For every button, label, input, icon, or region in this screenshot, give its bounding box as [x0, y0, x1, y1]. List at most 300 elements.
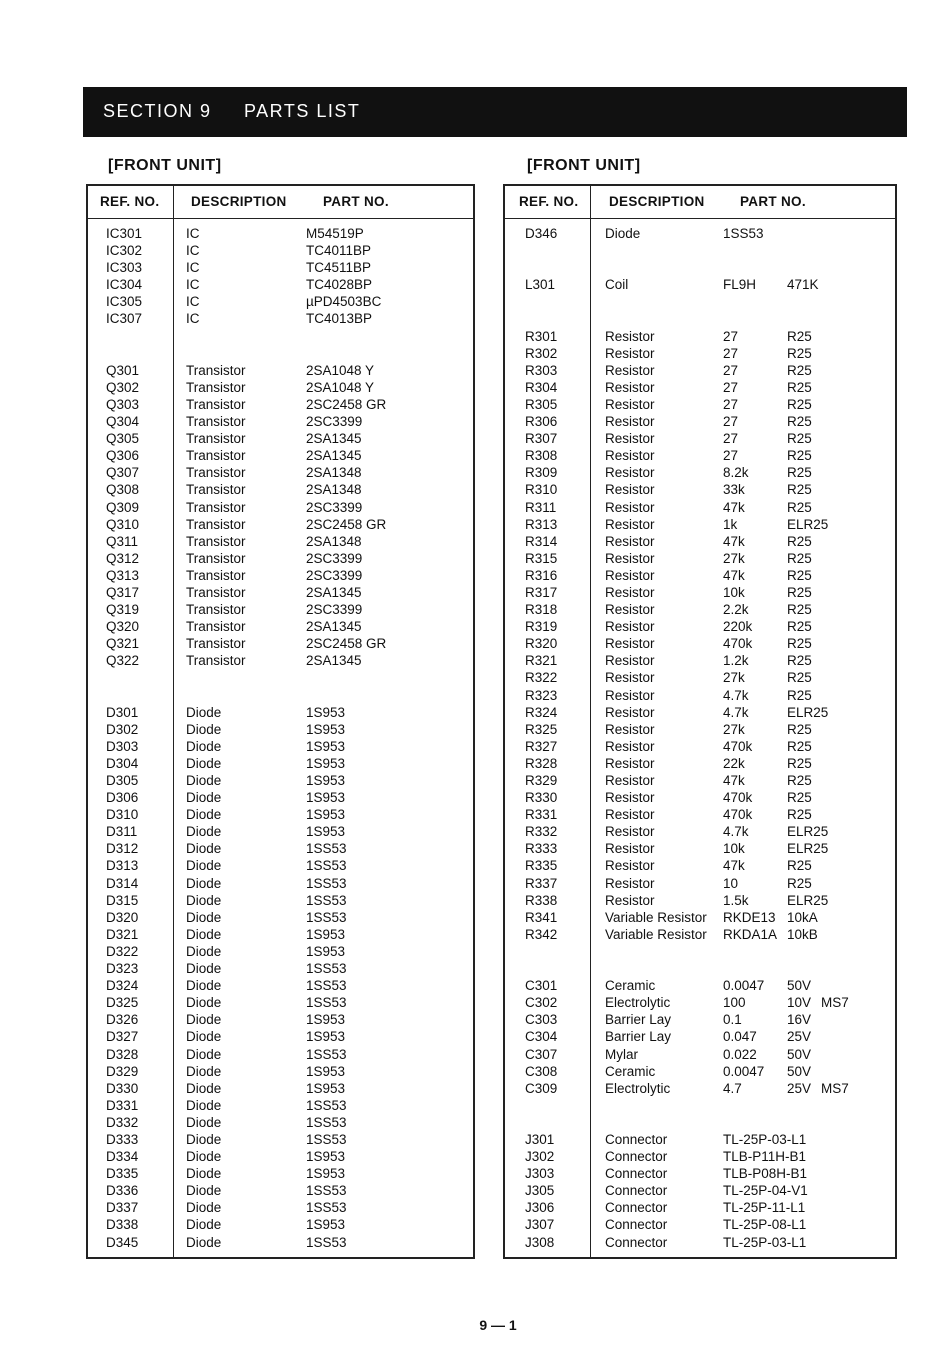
part-no: 10k [723, 841, 745, 857]
parts-row [88, 465, 473, 482]
part-no: 1S953 [306, 824, 346, 840]
description: IC [186, 226, 200, 241]
description: Connector [605, 1234, 668, 1250]
description: Diode [186, 1166, 222, 1182]
ref-no: IC302 [106, 243, 143, 259]
description: Connector [605, 1149, 668, 1165]
parts-row [88, 790, 473, 807]
part-no: 27 [723, 448, 739, 464]
part-no: 2SA1348 [306, 533, 362, 549]
ref-no: Q310 [106, 516, 140, 532]
ref-no: R308 [525, 448, 558, 464]
ref-no: Q304 [106, 414, 140, 430]
description: Resistor [605, 465, 655, 481]
parts-row [88, 978, 473, 995]
parts-row [505, 602, 895, 619]
description: IC [186, 260, 200, 276]
part-no: 1SS53 [306, 1131, 347, 1147]
description: Resistor [605, 482, 655, 498]
description: Electrolytic [605, 995, 671, 1011]
part-no: 4.7k [723, 824, 749, 840]
rating: R25 [787, 807, 812, 823]
description: Diode [186, 1063, 222, 1079]
parts-row [505, 585, 895, 602]
description: Resistor [605, 602, 655, 618]
rating: R25 [787, 499, 812, 515]
description: Ceramic [605, 1063, 656, 1079]
parts-row [505, 756, 895, 773]
rating: ELR25 [787, 841, 829, 857]
description: Resistor [605, 584, 655, 600]
ref-no: D305 [106, 773, 139, 788]
description: Diode [186, 909, 222, 925]
parts-row [505, 465, 895, 482]
ref-no: J305 [525, 1183, 555, 1199]
description: Resistor [605, 328, 655, 344]
description: Diode [186, 978, 222, 994]
description: Transistor [186, 619, 246, 635]
ref-no: C301 [525, 978, 558, 994]
part-no: 0.022 [723, 1046, 757, 1062]
parts-row [88, 243, 473, 260]
ref-no: D311 [106, 824, 138, 840]
ref-no: D328 [106, 1046, 139, 1062]
part-no: 47k [723, 499, 745, 515]
description: Resistor [605, 516, 655, 532]
ref-no: R306 [525, 414, 558, 430]
part-no: TLB-P11H-B1 [723, 1149, 807, 1165]
part-no: 2SA1048 Y [306, 362, 375, 378]
description: Resistor [605, 396, 655, 412]
left-header-desc: DESCRIPTION [191, 194, 287, 209]
ref-no: J307 [525, 1217, 555, 1233]
part-no: 1S953 [306, 807, 346, 823]
description: Transistor [186, 499, 246, 515]
parts-row [88, 876, 473, 893]
ref-no: D336 [106, 1183, 139, 1199]
rating: R25 [787, 721, 812, 737]
description: Diode [186, 704, 222, 720]
part-no: 1SS53 [306, 1046, 347, 1062]
part-no: 27 [723, 396, 739, 412]
part-no: TL-25P-04-V1 [723, 1183, 808, 1199]
ref-no: R335 [525, 858, 558, 874]
part-no: 1k [723, 516, 738, 532]
parts-row [505, 500, 895, 517]
description: IC [186, 311, 200, 327]
rating: ELR25 [787, 892, 829, 908]
parts-row [88, 380, 473, 397]
description: Diode [186, 943, 222, 959]
parts-row [88, 226, 473, 243]
description: Resistor [605, 773, 655, 788]
ref-no: R341 [525, 909, 558, 925]
parts-row [88, 346, 473, 363]
parts-row [88, 1235, 473, 1252]
parts-row [505, 841, 895, 858]
right-column-title: [FRONT UNIT] [527, 157, 641, 174]
parts-row [88, 1064, 473, 1081]
parts-row [505, 739, 895, 756]
page-number: 9 — 1 [479, 1317, 517, 1333]
rating: 16V [787, 1012, 812, 1028]
parts-row [88, 517, 473, 534]
description: Resistor [605, 499, 655, 515]
part-no: 2SA1345 [306, 448, 362, 464]
description: Diode [186, 858, 222, 874]
rating: 25V [787, 1080, 812, 1096]
ref-no: R321 [525, 653, 558, 669]
ref-no: R327 [525, 738, 558, 754]
ref-no: Q311 [106, 533, 139, 549]
parts-row [505, 1217, 895, 1234]
ref-no: C308 [525, 1063, 558, 1079]
rating: R25 [787, 448, 812, 464]
description: Diode [186, 1114, 222, 1130]
rating: 50V [787, 978, 812, 994]
ref-no: Q320 [106, 619, 140, 635]
ref-no: Q322 [106, 653, 140, 669]
rating: R25 [787, 584, 812, 600]
ref-no: D329 [106, 1063, 139, 1079]
parts-row [505, 1064, 895, 1081]
parts-row [88, 277, 473, 294]
description: Transistor [186, 448, 246, 464]
ref-no: IC304 [106, 277, 143, 293]
parts-row [88, 705, 473, 722]
ref-no: R325 [525, 721, 558, 737]
parts-row [505, 517, 895, 534]
part-no: 1SS53 [306, 841, 347, 857]
ref-no: R303 [525, 362, 558, 378]
description: Resistor [605, 533, 655, 549]
rating: R25 [787, 875, 812, 891]
parts-row [88, 534, 473, 551]
rating: R25 [787, 465, 812, 481]
parts-row [88, 431, 473, 448]
part-no: 1S953 [306, 1063, 346, 1079]
description: IC [186, 277, 200, 293]
ref-no: Q301 [106, 362, 140, 378]
part-no: 2SC3399 [306, 602, 363, 618]
part-no: 27 [723, 379, 739, 395]
description: Resistor [605, 721, 655, 737]
rating: 10kB [787, 926, 818, 942]
part-no: 2SA1048 Y [306, 379, 375, 395]
parts-row [88, 961, 473, 978]
ref-no: J302 [525, 1149, 555, 1165]
rating: R25 [787, 738, 812, 754]
left-header-part: PART NO. [323, 194, 389, 209]
part-no: 1S953 [306, 1149, 346, 1165]
rating: R25 [787, 670, 812, 686]
part-no: 2.2k [723, 602, 749, 618]
description: Connector [605, 1200, 668, 1216]
parts-row [88, 1149, 473, 1166]
part-no: 47k [723, 533, 745, 549]
description: Resistor [605, 619, 655, 635]
part-no: 2SC2458 GR [306, 516, 387, 532]
ref-no: IC301 [106, 226, 143, 241]
parts-row [88, 397, 473, 414]
rating: 10kA [787, 909, 818, 925]
part-no: RKDE13 [723, 909, 776, 925]
description: Diode [186, 1200, 222, 1216]
rating: R25 [787, 773, 812, 788]
parts-row [88, 893, 473, 910]
rating: R25 [787, 345, 812, 361]
description: Resistor [605, 670, 655, 686]
rating: ELR25 [787, 516, 829, 532]
part-no: 1S953 [306, 755, 346, 771]
rating: R25 [787, 431, 812, 447]
part-no: 2SC3399 [306, 414, 363, 430]
description: IC [186, 243, 200, 259]
part-no: 47k [723, 567, 745, 583]
left-header-rule [88, 218, 473, 219]
description: Coil [605, 277, 629, 293]
part-no: 8.2k [723, 465, 749, 481]
ref-no: J306 [525, 1200, 555, 1216]
parts-row [505, 1235, 895, 1252]
parts-row [505, 1132, 895, 1149]
parts-row [505, 260, 895, 277]
part-no: 10k [723, 584, 745, 600]
parts-row [88, 448, 473, 465]
description: Resistor [605, 345, 655, 361]
parts-row [505, 619, 895, 636]
description: Diode [186, 1080, 222, 1096]
part-no: 1.5k [723, 892, 749, 908]
ref-no: D338 [106, 1217, 139, 1233]
description: Diode [186, 824, 222, 840]
parts-row [88, 294, 473, 311]
part-no: TC4028BP [306, 277, 373, 293]
part-no: M54519P [306, 226, 364, 241]
ref-no: D330 [106, 1080, 139, 1096]
parts-row [505, 910, 895, 927]
ref-no: R337 [525, 875, 558, 891]
part-no: 1SS53 [306, 995, 347, 1011]
rating: R25 [787, 550, 812, 566]
part-no: 1SS53 [306, 1183, 347, 1199]
ref-no: D303 [106, 738, 139, 754]
ref-no: D325 [106, 995, 139, 1011]
description: Variable Resistor [605, 909, 707, 925]
rating: R25 [787, 362, 812, 378]
ref-no: Q312 [106, 550, 140, 566]
ref-no: R318 [525, 602, 558, 618]
parts-row [505, 431, 895, 448]
ref-no: Q302 [106, 379, 140, 395]
description: Transistor [186, 465, 246, 481]
part-no: TL-25P-03-L1 [723, 1234, 807, 1250]
parts-row [88, 927, 473, 944]
part-no: 220k [723, 619, 753, 635]
part-no: 22k [723, 755, 745, 771]
part-no: 2SC3399 [306, 550, 363, 566]
parts-row [88, 1081, 473, 1098]
part-no: 2SA1345 [306, 653, 362, 669]
ref-no: R323 [525, 687, 558, 703]
ref-no: R307 [525, 431, 558, 447]
rating: R25 [787, 755, 812, 771]
description: Diode [186, 995, 222, 1011]
ref-no: L301 [525, 277, 556, 293]
part-no: 1S953 [306, 943, 346, 959]
part-no: 1SS53 [306, 978, 347, 994]
part-no: 1SS53 [306, 892, 347, 908]
description: Transistor [186, 431, 246, 447]
ref-no: D331 [106, 1097, 139, 1113]
rating: 50V [787, 1063, 812, 1079]
ref-no: D326 [106, 1012, 139, 1028]
description: Connector [605, 1183, 668, 1199]
part-no: 33k [723, 482, 745, 498]
rating: R25 [787, 653, 812, 669]
section-title: PARTS LIST [244, 101, 361, 121]
ref-no: D302 [106, 721, 139, 737]
ref-no: D314 [106, 875, 139, 891]
parts-row [505, 944, 895, 961]
description: Resistor [605, 653, 655, 669]
parts-row [505, 568, 895, 585]
ref-no: Q313 [106, 567, 140, 583]
rating: R25 [787, 482, 812, 498]
parts-row [505, 1115, 895, 1132]
part-no: 1S953 [306, 1166, 346, 1182]
ref-no: D310 [106, 807, 139, 823]
parts-row [88, 722, 473, 739]
part-no: 4.7 [723, 1080, 742, 1096]
ref-no: Q321 [106, 636, 140, 652]
part-no: 1S953 [306, 1029, 346, 1045]
ref-no: R301 [525, 328, 558, 344]
ref-no: R314 [525, 533, 558, 549]
parts-row [88, 756, 473, 773]
part-no: 1S953 [306, 738, 346, 754]
description: Transistor [186, 414, 246, 430]
ref-no: R309 [525, 465, 558, 481]
part-no: RKDA1A [723, 926, 778, 942]
part-no: TC4013BP [306, 311, 373, 327]
parts-row [505, 243, 895, 260]
parts-row [88, 500, 473, 517]
parts-row [505, 670, 895, 687]
part-no: 47k [723, 773, 745, 788]
parts-row [505, 1149, 895, 1166]
parts-row [88, 910, 473, 927]
ref-no: R316 [525, 567, 558, 583]
parts-row [88, 1012, 473, 1029]
ref-no: C309 [525, 1080, 558, 1096]
ref-no: C304 [525, 1029, 558, 1045]
right-header-ref: REF. NO. [519, 194, 579, 209]
right-header-desc: DESCRIPTION [609, 194, 705, 209]
ref-no: D346 [525, 226, 558, 241]
part-no: TC4011BP [306, 243, 372, 259]
right-parts-table [503, 184, 897, 1259]
parts-row [505, 893, 895, 910]
ref-no: Q309 [106, 499, 140, 515]
ref-no: J301 [525, 1131, 555, 1147]
description: Diode [186, 1012, 222, 1028]
parts-row [505, 1029, 895, 1046]
parts-row [88, 329, 473, 346]
part-no: TL-25P-03-L1 [723, 1131, 807, 1147]
ref-no: D334 [106, 1149, 139, 1165]
parts-row [88, 1183, 473, 1200]
parts-row [505, 329, 895, 346]
parts-row [88, 414, 473, 431]
parts-row [505, 653, 895, 670]
parts-row [505, 363, 895, 380]
ref-no: R329 [525, 773, 558, 788]
parts-row [505, 1098, 895, 1115]
description: Diode [186, 892, 222, 908]
ref-no: J303 [525, 1166, 555, 1182]
parts-row [88, 995, 473, 1012]
parts-row [505, 1166, 895, 1183]
description: Resistor [605, 362, 655, 378]
part-no: 27 [723, 414, 739, 430]
description: Diode [186, 1183, 222, 1199]
part-no: 2SA1345 [306, 431, 362, 447]
parts-row [88, 739, 473, 756]
description: Resistor [605, 738, 655, 754]
part-no: 1SS53 [306, 858, 347, 874]
part-no: 4.7k [723, 687, 749, 703]
description: Diode [186, 790, 222, 806]
ref-no: D301 [106, 704, 139, 720]
rating: ELR25 [787, 704, 829, 720]
rating: R25 [787, 619, 812, 635]
parts-row [88, 1166, 473, 1183]
description: Transistor [186, 584, 246, 600]
ref-no: D327 [106, 1029, 139, 1045]
parts-row [88, 670, 473, 687]
part-no: 1.2k [723, 653, 749, 669]
parts-row [88, 1115, 473, 1132]
parts-row [88, 841, 473, 858]
part-no: 0.0047 [723, 1063, 765, 1079]
parts-row [505, 1200, 895, 1217]
parts-row [88, 636, 473, 653]
ref-no: IC305 [106, 294, 143, 310]
description: Resistor [605, 636, 655, 652]
ref-no: Q306 [106, 448, 140, 464]
section-banner [83, 87, 907, 137]
parts-row [505, 722, 895, 739]
rating: R25 [787, 636, 812, 652]
description: Resistor [605, 807, 655, 823]
rating: R25 [787, 328, 812, 344]
part-no: 1SS53 [306, 875, 347, 891]
part-no: 1SS53 [306, 961, 347, 977]
left-column-title: [FRONT UNIT] [108, 157, 222, 174]
part-no: 2SA1348 [306, 465, 362, 481]
right-rows [505, 226, 895, 1252]
part-no: TL-25P-08-L1 [723, 1217, 807, 1233]
description: Resistor [605, 379, 655, 395]
description: Connector [605, 1166, 668, 1182]
parts-row [88, 619, 473, 636]
ref-no: D337 [106, 1200, 139, 1216]
description: Transistor [186, 567, 246, 583]
parts-row [505, 1081, 895, 1098]
part-no: 1S953 [306, 790, 346, 806]
parts-row [505, 1183, 895, 1200]
